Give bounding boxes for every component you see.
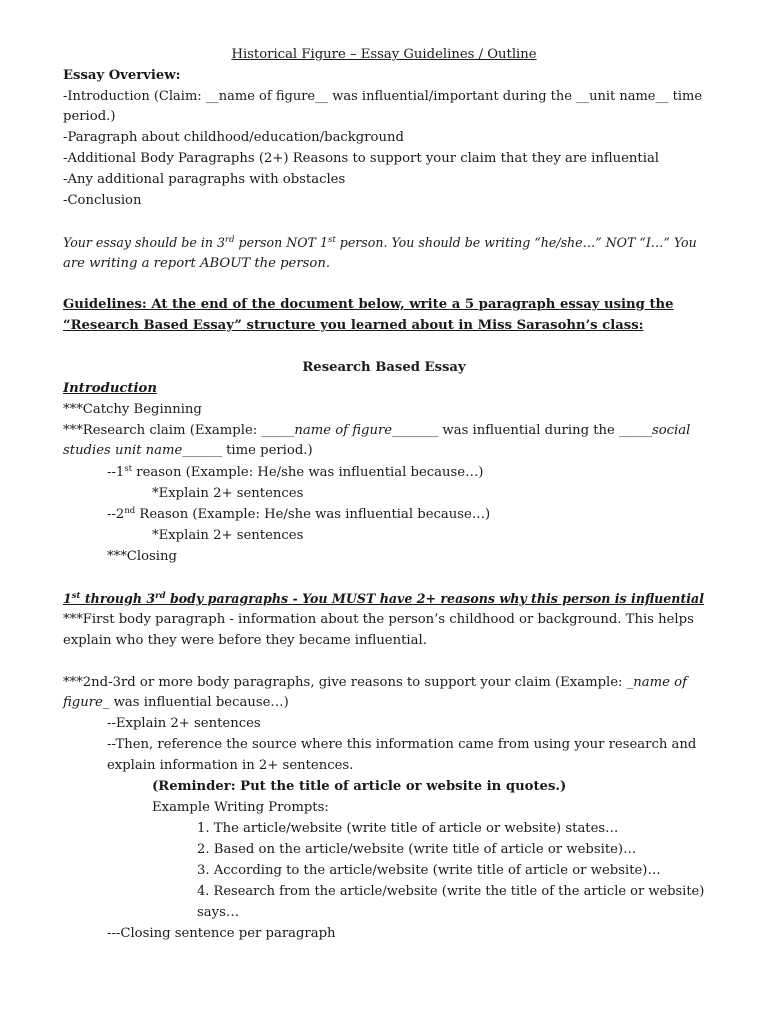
essay-overview-heading: Essay Overview:	[63, 68, 181, 83]
asterisks: ***	[63, 612, 83, 627]
claim-unit-placeholder: studies unit name	[63, 443, 183, 458]
claim-text: _______ was influential during the _____	[392, 423, 652, 438]
overview-childhood-item: -Paragraph about childhood/education/background	[63, 130, 404, 145]
first-reason-item	[107, 462, 483, 483]
guidelines-line-2: “Research Based Essay” structure you learned about in Miss Sarasohn’s class:	[63, 318, 644, 333]
example-prompts-heading: Example Writing Prompts:	[152, 800, 329, 815]
person-note-text: Your essay should be in 3	[63, 235, 225, 250]
example-prompt-1: 1. The article/website (write title of article or website) states…	[197, 821, 619, 836]
guidelines-line-1: Guidelines: At the end of the document below, write a 5 paragraph essay using the	[63, 297, 674, 312]
claim-unit-placeholder: social	[651, 423, 691, 438]
name-placeholder: figure	[63, 695, 103, 710]
overview-obstacles-item: -Any additional paragraphs with obstacles	[63, 172, 346, 187]
superscript: rd	[155, 591, 166, 601]
superscript: nd	[124, 506, 136, 516]
example-prompt-3: 3. According to the article/website (write title of article or website)…	[197, 863, 661, 878]
overview-conclusion-item: -Conclusion	[63, 193, 142, 208]
heading-text: body paragraphs - You MUST have 2+ reasons why this person is influential	[165, 591, 704, 606]
overview-introduction-line-2: period.)	[63, 109, 116, 124]
person-note-text: person. You should be writing “he/she…” NOT “I…” You	[335, 235, 697, 250]
claim-text: ______ time period.)	[182, 443, 313, 458]
person-note-text: person NOT 1	[234, 235, 328, 250]
example-prompt-4: 4. Research from the article/website (write the title of the article or website)	[197, 884, 705, 899]
reason-text: Reason (Example: He/she was influential because…)	[135, 507, 491, 522]
first-body-paragraph-item	[63, 609, 694, 630]
person-note-line-2: are writing a report ABOUT the person.	[63, 256, 331, 271]
research-essay-title: Research Based Essay	[302, 360, 466, 375]
reminder-note: (Reminder: Put the title of article or website in quotes.)	[152, 779, 567, 794]
name-placeholder: name of	[633, 675, 687, 690]
introduction-heading: Introduction	[63, 381, 157, 396]
example-prompt-2: 2. Based on the article/website (write title of article or website)…	[197, 842, 637, 857]
body-text: _ was influential because…)	[102, 695, 289, 710]
superscript: rd	[224, 235, 235, 245]
explain-sentences-item: --Explain 2+ sentences	[107, 716, 261, 731]
explain-item-1: *Explain 2+ sentences	[152, 486, 304, 501]
claim-name-placeholder: name of figure	[294, 423, 393, 438]
reference-source-item: --Then, reference the source where this information came from using your research and	[107, 737, 697, 752]
heading-text: through 3	[80, 591, 156, 606]
body-text: ***2nd-3rd or more body paragraphs, give reasons to support your claim (Example: _	[63, 675, 634, 690]
research-claim-item-line-2	[63, 440, 313, 461]
reference-source-line-2: explain information in 2+ sentences.	[107, 758, 354, 773]
reason-text: --2	[107, 507, 125, 522]
superscript: st	[327, 235, 336, 245]
reason-text: --1	[107, 465, 125, 480]
closing-sentence-item: ---Closing sentence per paragraph	[107, 926, 336, 941]
superscript: st	[71, 591, 81, 601]
first-body-paragraph-line-2: explain who they were before they became influential.	[63, 633, 427, 648]
person-note-line-1	[63, 232, 697, 253]
example-prompt-4-continued: says…	[197, 905, 240, 920]
overview-introduction-line: -Introduction (Claim: __name of figure__ was influential/important during the __unit name__ time	[63, 89, 703, 104]
heading-text: 1	[63, 591, 72, 606]
explain-item-2: *Explain 2+ sentences	[152, 528, 304, 543]
body-text: First body paragraph - information about the person’s childhood or background. This helps	[82, 612, 694, 627]
second-body-paragraph-line-2	[63, 692, 289, 713]
catchy-beginning-item: ***Catchy Beginning	[63, 402, 202, 417]
closing-item: ***Closing	[107, 549, 177, 564]
overview-body-paragraphs-item: -Additional Body Paragraphs (2+) Reasons to support your claim that they are influential	[63, 151, 660, 166]
reason-text: reason (Example: He/she was influential because…)	[132, 465, 484, 480]
superscript: st	[124, 464, 133, 474]
document-title: Historical Figure – Essay Guidelines / Outline	[231, 47, 537, 62]
second-body-paragraph-item	[63, 672, 687, 693]
research-claim-item	[63, 420, 690, 441]
claim-text: ***Research claim (Example: _____	[63, 423, 295, 438]
body-paragraphs-heading	[63, 588, 704, 609]
second-reason-item	[107, 504, 490, 525]
